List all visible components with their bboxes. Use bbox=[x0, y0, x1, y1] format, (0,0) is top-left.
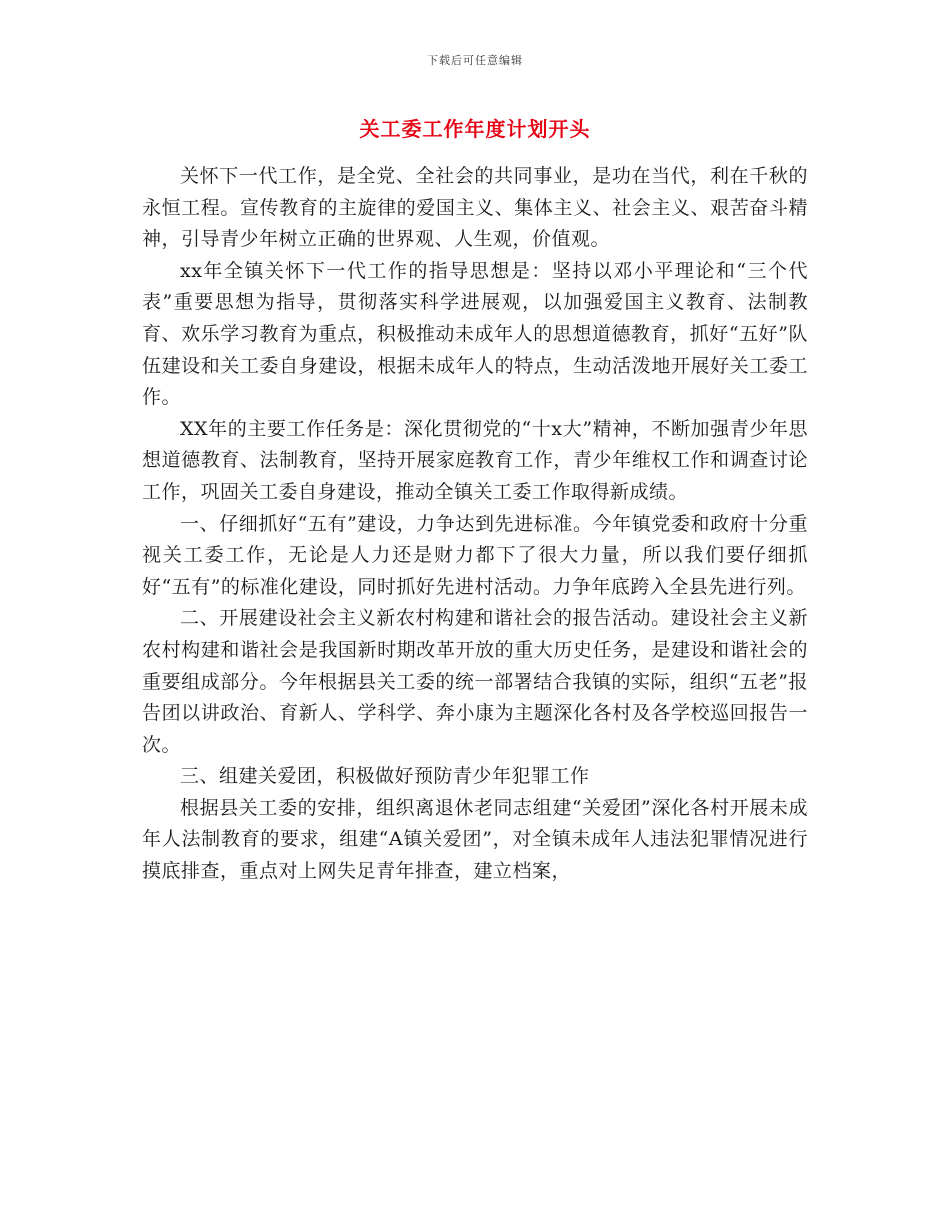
paragraph: XX年的主要工作任务是：深化贯彻党的“十x大”精神，不断加强青少年思想道德教育、法制教育，坚持开展家庭教育工作，青少年维权工作和调查讨论工作，巩固关工委自身建设，推动全镇关工委工作取得新成绩。 bbox=[142, 417, 808, 503]
paragraph: 二、开展建设社会主义新农村构建和谐社会的报告活动。建设社会主义新农村构建和谐社会是我国新时期改革开放的重大历史任务，是建设和谐社会的重要组成部分。今年根据县关工委的统一部署结合我镇的实际，组织“五老”报告团以讲政治、育新人、学科学、奔小康为主题深化各村及各学校巡回报告一次。 bbox=[142, 607, 808, 756]
paragraph: xx年全镇关怀下一代工作的指导思想是：坚持以邓小平理论和“三个代表”重要思想为指导，贯彻落实科学进展观，以加强爱国主义教育、法制教育、欢乐学习教育为重点，积极推动未成年人的思想道德教育，抓好“五好”队伍建设和关工委自身建设，根据未成年人的特点，生动活泼地开展好关工委工作。 bbox=[142, 259, 808, 409]
document-body bbox=[142, 161, 808, 888]
paragraph: 根据县关工委的安排，组织离退休老同志组建“关爱团”深化各村开展未成年人法制教育的要求，组建“A镇关爱团”，对全镇未成年人违法犯罪情况进行摸底排查，重点对上网失足青年排查，建立档案， bbox=[142, 796, 808, 883]
paragraph: 关怀下一代工作，是全党、全社会的共同事业，是功在当代，利在千秋的永恒工程。宣传教育的主旋律的爱国主义、集体主义、社会主义、艰苦奋斗精神，引导青少年树立正确的世界观、人生观，价值观。 bbox=[142, 165, 808, 251]
document-title: 关工委工作年度计划开头 bbox=[359, 117, 591, 141]
header-note: 下载后可任意编辑 bbox=[427, 54, 523, 67]
paragraph: 一、仔细抓好“五有”建设，力争达到先进标准。今年镇党委和政府十分重视关工委工作，无论是人力还是财力都下了很大力量，所以我们要仔细抓好“五有”的标准化建设，同时抓好先进村活动。力争年底跨入全县先进行列。 bbox=[142, 512, 808, 598]
section-heading: 三、组建关爱团，积极做好预防青少年犯罪工作 bbox=[180, 765, 590, 788]
